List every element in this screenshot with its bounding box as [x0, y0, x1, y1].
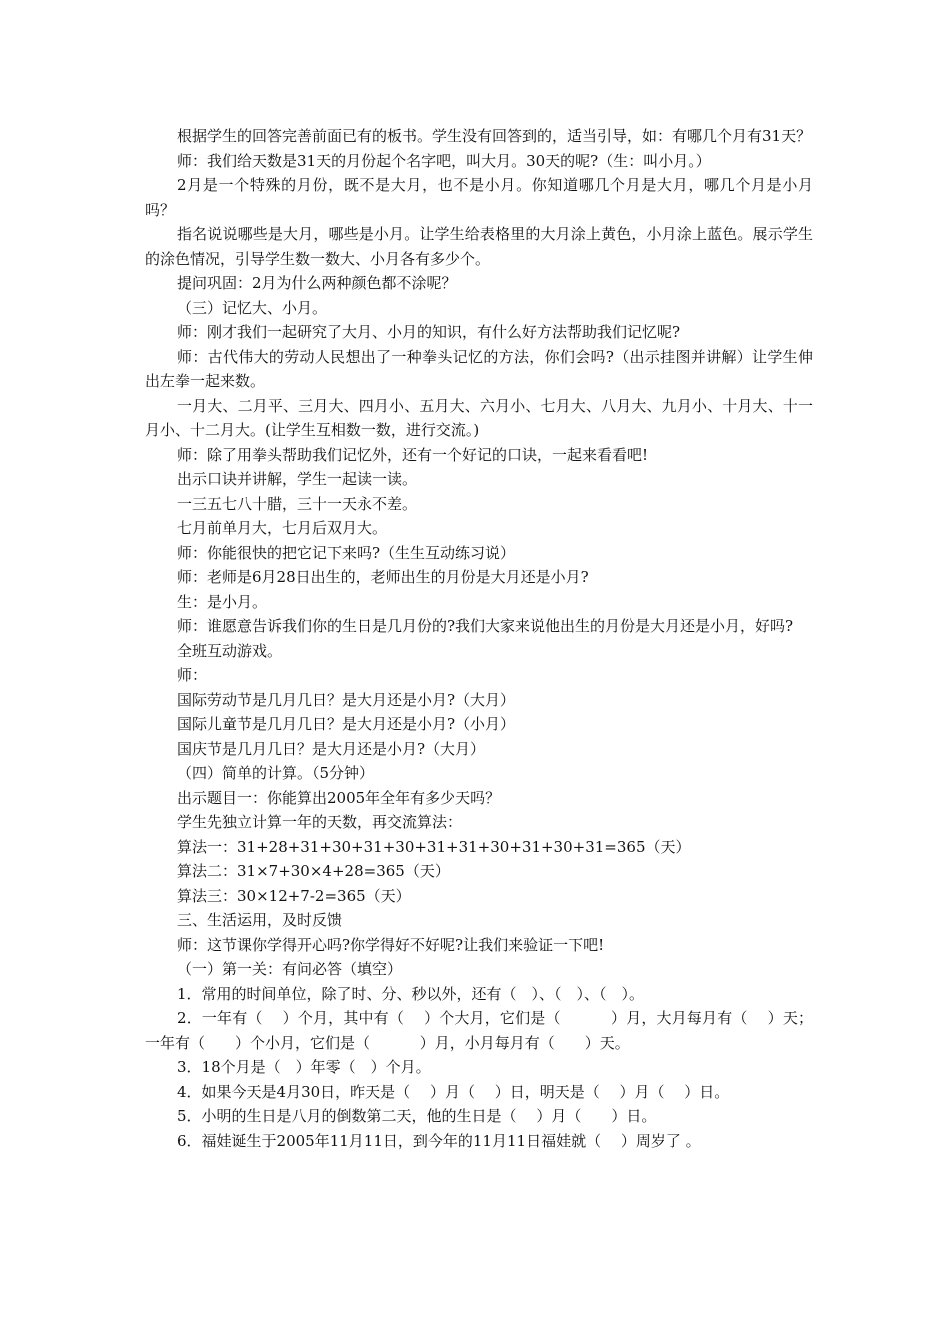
section-heading-application: 三、生活运用，及时反馈 — [177, 911, 343, 929]
paragraph-15: 师：老师是6月28日出生的，老师出生的月份是大月还是小月? — [177, 568, 589, 586]
paragraph-14: 师：你能很快的把它记下来吗?（生生互动练习说） — [177, 543, 516, 562]
paragraph-16: 生：是小月。 — [177, 592, 268, 611]
question-1: 1．常用的时间单位，除了时、分、秒以外，还有（ ）、（ ）、（ ）。 — [177, 984, 645, 1003]
rhyme-line-1: 一三五七八十腊，三十一天永不差。 — [177, 494, 418, 513]
paragraph-9: 一月大、二月平、三月大、四月小、五月大、六月小、七月大、八月大、九月小、十月大、十一月小、十二月大。(让学生互相数一数，进行交流。) — [145, 396, 813, 439]
quiz-national-day: 国庆节是几月几日？是大月还是小月?（大月） — [177, 739, 486, 758]
question-5: 5．小明的生日是八月的倒数第二天，他的生日是（ ）月（ ）日。 — [177, 1107, 657, 1125]
paragraph-3: 2月是一个特殊的月份，既不是大月，也不是小月。你知道哪几个月是大月，哪几个月是小月吗？ — [145, 176, 813, 219]
paragraph-4: 指名说说哪些是大月，哪些是小月。让学生给表格里的大月涂上黄色，小月涂上蓝色。展示学生的涂色情况，引导学生数一数大、小月各有多少个。 — [145, 225, 813, 268]
question-2: 2．一年有（ ）个月，其中有（ ）个大月，它们是（ ）月，大月每月有（ ）天；一年有（ ）个小月，它们是（ ）月，小月每月有（ ）天。 — [145, 1009, 813, 1052]
paragraph-17: 师：谁愿意告诉我们你的生日是几月份的?我们大家来说他出生的月份是大月还是小月，好吗? — [177, 617, 794, 635]
paragraph-10: 师：除了用拳头帮助我们记忆外，还有一个好记的口诀，一起来看看吧! — [177, 445, 649, 464]
paragraph-24: 出示题目一：你能算出2005年全年有多少天吗？ — [177, 788, 501, 807]
paragraph-25: 学生先独立计算一年的天数，再交流算法： — [177, 813, 463, 831]
method-1: 算法一：31+28+31+30+31+30+31+31+30+31+30+31=365（天） — [177, 837, 691, 856]
section-heading-calculation: （四）简单的计算。（5分钟） — [177, 764, 375, 782]
method-2: 算法二：31×7+30×4+28=365（天） — [177, 862, 450, 880]
paragraph-2: 师：我们给天数是31天的月份起个名字吧，叫大月。30天的呢?（生：叫小月。） — [177, 151, 711, 170]
paragraph-18: 全班互动游戏。 — [177, 641, 283, 660]
section-heading-level-1: （一）第一关：有问必答（填空） — [177, 960, 403, 978]
paragraph-11: 出示口诀并讲解，学生一起读一读。 — [177, 470, 418, 488]
paragraph-5: 提问巩固：2月为什么两种颜色都不涂呢？ — [177, 274, 457, 292]
paragraph-19: 师： — [177, 666, 208, 684]
paragraph-8: 师：古代伟大的劳动人民想出了一种拳头记忆的方法，你们会吗?（出示挂图并讲解）让学生伸出左拳一起来数。 — [145, 347, 813, 390]
question-3: 3．18个月是（ ）年零（ ）个月。 — [177, 1058, 431, 1076]
question-4: 4．如果今天是4月30日，昨天是（ ）月（ ）日，明天是（ ）月（ ）日。 — [177, 1082, 730, 1101]
method-3: 算法三：30×12+7-2=365（天） — [177, 886, 411, 905]
document-body — [145, 124, 813, 1153]
rhyme-line-2: 七月前单月大，七月后双月大。 — [177, 519, 388, 537]
paragraph-30: 师：这节课你学得开心吗?你学得好不好呢?让我们来验证一下吧! — [177, 935, 605, 954]
quiz-labor-day: 国际劳动节是几月几日？是大月还是小月?（大月） — [177, 690, 516, 709]
quiz-childrens-day: 国际儿童节是几月几日？是大月还是小月?（小月） — [177, 715, 516, 733]
question-6: 6．福娃诞生于2005年11月11日，到今年的11月11日福娃就（ ）周岁了 。 — [177, 1131, 701, 1150]
paragraph-7: 师：刚才我们一起研究了大月、小月的知识，有什么好方法帮助我们记忆呢? — [177, 323, 681, 341]
paragraph-1: 根据学生的回答完善前面已有的板书。学生没有回答到的，适当引导，如：有哪几个月有31天？ — [177, 127, 812, 145]
section-heading-memory: （三）记忆大、小月。 — [177, 298, 328, 317]
